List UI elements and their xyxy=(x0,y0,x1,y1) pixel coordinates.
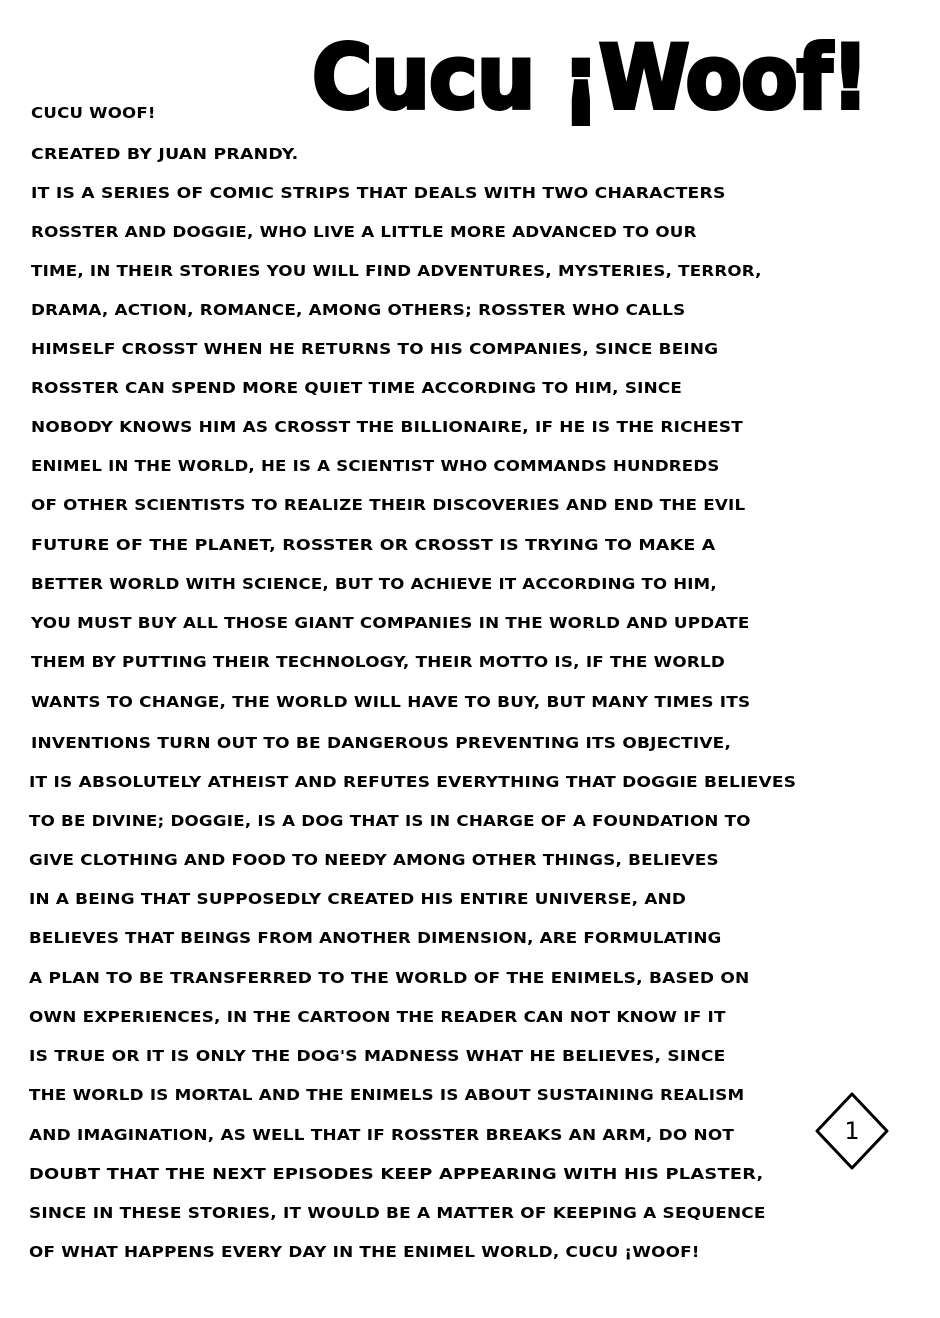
text-line: DRAMA, ACTION, ROMANCE, AMONG OTHERS; ROSSTER WHO CALLS xyxy=(31,301,686,319)
text-line: NOBODY KNOWS HIM AS CROSST THE BILLIONAIRE, IF HE IS THE RICHEST xyxy=(31,418,743,436)
text-line: GIVE CLOTHING AND FOOD TO NEEDY AMONG OTHER THINGS, BELIEVES xyxy=(29,851,719,869)
text-line: AND IMAGINATION, AS WELL THAT IF ROSSTER BREAKS AN ARM, DO NOT xyxy=(29,1126,735,1144)
text-line: CREATED BY JUAN PRANDY. xyxy=(31,145,299,163)
page-number: 1 xyxy=(844,1117,860,1145)
text-line: CUCU WOOF! xyxy=(31,104,156,122)
text-line: ROSSTER AND DOGGIE, WHO LIVE A LITTLE MORE ADVANCED TO OUR xyxy=(31,223,697,241)
text-line: ENIMEL IN THE WORLD, HE IS A SCIENTIST WHO COMMANDS HUNDREDS xyxy=(31,457,720,475)
text-line: WANTS TO CHANGE, THE WORLD WILL HAVE TO BUY, BUT MANY TIMES ITS xyxy=(31,693,751,711)
text-line: ROSSTER CAN SPEND MORE QUIET TIME ACCORDING TO HIM, SINCE xyxy=(31,379,683,397)
text-line: THEM BY PUTTING THEIR TECHNOLOGY, THEIR MOTTO IS, IF THE WORLD xyxy=(31,653,726,671)
text-line: A PLAN TO BE TRANSFERRED TO THE WORLD OF THE ENIMELS, BASED ON xyxy=(29,969,750,987)
text-line: YOU MUST BUY ALL THOSE GIANT COMPANIES IN THE WORLD AND UPDATE xyxy=(31,614,750,632)
text-line: INVENTIONS TURN OUT TO BE DANGEROUS PREVENTING ITS OBJECTIVE, xyxy=(31,734,732,752)
text-line: SINCE IN THESE STORIES, IT WOULD BE A MATTER OF KEEPING A SEQUENCE xyxy=(29,1204,766,1222)
page-number-badge xyxy=(815,1092,889,1170)
text-line: IT IS ABSOLUTELY ATHEIST AND REFUTES EVERYTHING THAT DOGGIE BELIEVES xyxy=(29,773,797,791)
text-line: OF OTHER SCIENTISTS TO REALIZE THEIR DISCOVERIES AND END THE EVIL xyxy=(31,496,746,514)
text-line: BELIEVES THAT BEINGS FROM ANOTHER DIMENSION, ARE FORMULATING xyxy=(29,929,722,947)
text-line: IS TRUE OR IT IS ONLY THE DOG'S MADNESS WHAT HE BELIEVES, SINCE xyxy=(29,1047,726,1065)
text-line: THE WORLD IS MORTAL AND THE ENIMELS IS ABOUT SUSTAINING REALISM xyxy=(29,1086,745,1104)
text-line: OF WHAT HAPPENS EVERY DAY IN THE ENIMEL WORLD, CUCU ¡WOOF! xyxy=(29,1243,700,1261)
text-line: DOUBT THAT THE NEXT EPISODES KEEP APPEARING WITH HIS PLASTER, xyxy=(29,1165,764,1183)
text-line: OWN EXPERIENCES, IN THE CARTOON THE READER CAN NOT KNOW IF IT xyxy=(29,1008,726,1026)
text-line: BETTER WORLD WITH SCIENCE, BUT TO ACHIEVE IT ACCORDING TO HIM, xyxy=(31,575,717,593)
text-line: TIME, IN THEIR STORIES YOU WILL FIND ADVENTURES, MYSTERIES, TERROR, xyxy=(31,262,762,280)
text-line: IN A BEING THAT SUPPOSEDLY CREATED HIS ENTIRE UNIVERSE, AND xyxy=(29,890,687,908)
text-line: TO BE DIVINE; DOGGIE, IS A DOG THAT IS IN CHARGE OF A FOUNDATION TO xyxy=(29,812,751,830)
page-title: Cucu ¡Woof! xyxy=(312,26,869,129)
text-line: IT IS A SERIES OF COMIC STRIPS THAT DEALS WITH TWO CHARACTERS xyxy=(31,184,726,202)
text-line: FUTURE OF THE PLANET, ROSSTER OR CROSST IS TRYING TO MAKE A xyxy=(31,536,716,554)
text-line: HIMSELF CROSST WHEN HE RETURNS TO HIS COMPANIES, SINCE BEING xyxy=(31,340,719,358)
